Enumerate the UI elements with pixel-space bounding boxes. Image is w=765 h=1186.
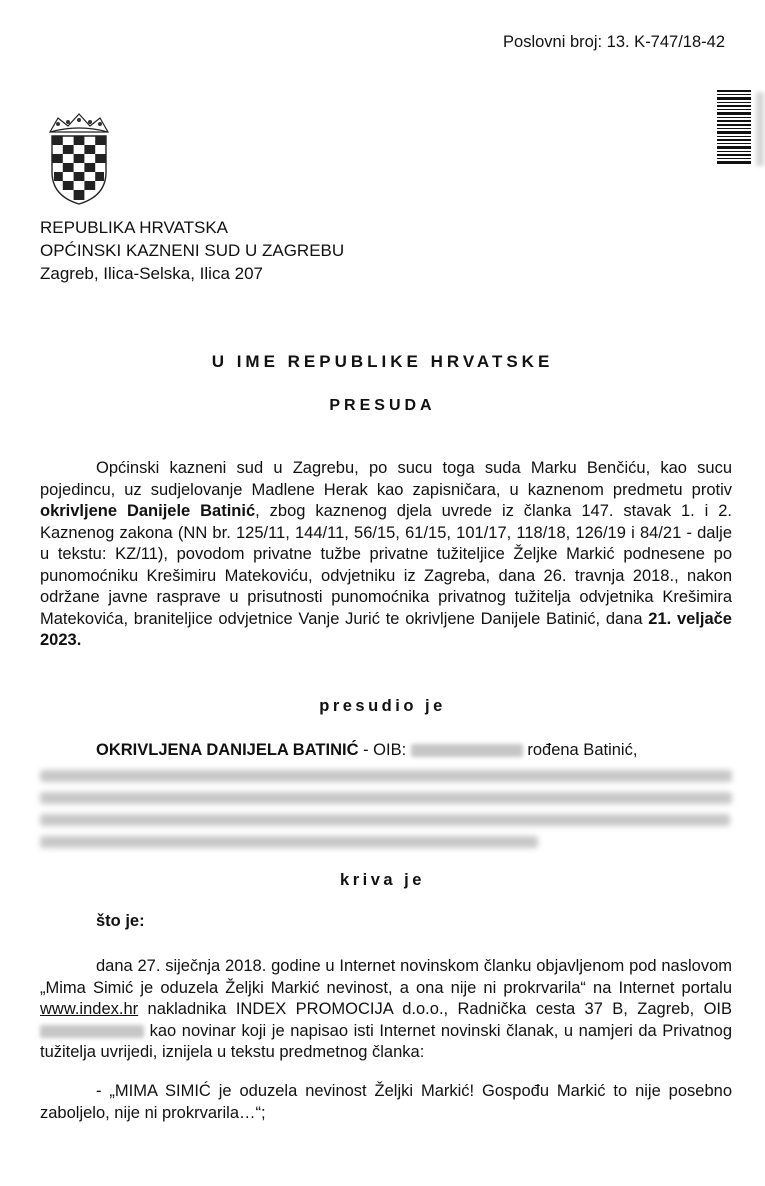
court-line-republic: REPUBLIKA HRVATSKA xyxy=(40,218,229,237)
barcode xyxy=(717,90,751,166)
heading-ruled: presudio je xyxy=(319,697,446,715)
redacted-line xyxy=(40,814,730,826)
barcode-digits-blurred xyxy=(756,92,764,166)
index-link[interactable]: www.index.hr xyxy=(40,1000,139,1018)
intro-paragraph xyxy=(40,458,732,652)
redacted-oib-company xyxy=(40,1025,144,1038)
redacted-oib xyxy=(411,744,523,757)
coat-of-arms-icon xyxy=(44,110,114,206)
defendant-paragraph xyxy=(40,740,732,762)
defendant-name: OKRIVLJENA DANIJELA BATINIĆ xyxy=(96,741,359,759)
quote-paragraph: - „MIMA SIMIĆ je oduzela nevinost Željki Markić! Gospođu Markić to nije posebno zaboljelo, nije ni prokrvarila…“; xyxy=(40,1082,732,1122)
facts-text-3: kao novinar koji je napisao isti Internet novinski članak, u namjeri da Privatnog tužitelja uvrijedi, iznijela u tekstu predmetnog članka: xyxy=(40,1021,732,1061)
facts-paragraph xyxy=(40,956,732,1064)
heading-verdict: PRESUDA xyxy=(329,397,436,414)
case-number: Poslovni broj: 13. K-747/18-42 xyxy=(503,33,725,51)
redacted-line xyxy=(40,792,732,804)
redacted-line xyxy=(40,836,538,848)
heading-what: što je: xyxy=(96,912,145,930)
heading-in-the-name: U IME REPUBLIKE HRVATSKE xyxy=(211,352,554,371)
defendant-oib-label: - OIB: xyxy=(358,741,411,759)
heading-guilty: kriva je xyxy=(340,871,425,889)
intro-text-1: Općinski kazneni sud u Zagrebu, po sucu toga suda Marku Benčiću, kao sucu pojedincu, uz sudjelovanje Madlene Herak kao zapisničara, u kaznenom predmetu protiv xyxy=(40,459,732,499)
redacted-line xyxy=(40,770,732,782)
defendant-born: rođena Batinić, xyxy=(522,741,638,759)
court-header xyxy=(40,216,344,285)
court-line-address: Zagreb, Ilica-Selska, Ilica 207 xyxy=(40,264,263,283)
facts-text-2: nakladnika INDEX PROMOCIJA d.o.o., Radnička cesta 37 B, Zagreb, OIB xyxy=(138,1000,732,1018)
intro-text-2: , zbog kaznenog djela uvrede iz članka 147. stavak 1. i 2. Kaznenog zakona (NN br. 125/11, 144/11, 56/15, 61/15, 101/17, 118/18, 126/19 i 84/21 - dalje u tekstu: KZ/11), povodom privatne tužbe privatne tužiteljice Željke Markić podnesene po punomoćniku Krešimiru Matekoviću, odvjetniku iz Zagreba, dana 26. travnja 2018., nakon održane javne rasprave u prisutnosti punomoćnika privatnog tužitelja odvjetnika Krešimira Matekovića, braniteljice odvjetnice Vanje Jurić te okrivljene Danijele Batinić, dana xyxy=(40,502,732,628)
facts-text-1: dana 27. siječnja 2018. godine u Internet novinskom članku objavljenom pod naslovom „Mima Simić je oduzela Željki Markić nevinost, a ona nije ni prokrvarila“ na Internet portalu xyxy=(40,957,732,997)
intro-defendant: okrivljene Danijele Batinić xyxy=(40,502,256,520)
intro-date: 21. veljače 2023. xyxy=(40,609,732,649)
court-line-name: OPĆINSKI KAZNENI SUD U ZAGREBU xyxy=(40,241,345,260)
